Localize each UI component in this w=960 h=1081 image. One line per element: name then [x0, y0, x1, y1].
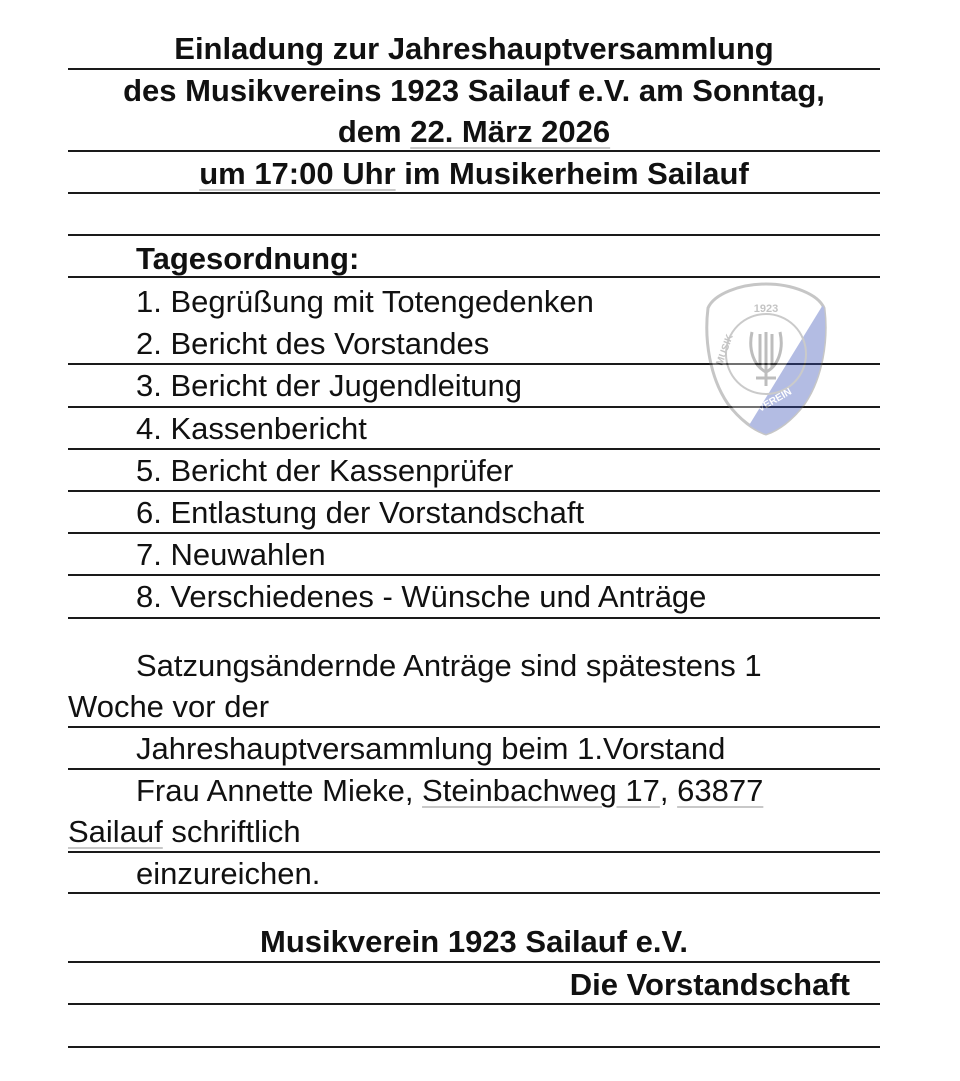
notice-text: Satzungsändernde Anträge sind spätestens 1 — [136, 648, 762, 683]
notice-city-line: Sailauf schriftlich — [68, 814, 301, 849]
agenda-item: 7. Neuwahlen — [136, 537, 326, 572]
agenda-item: 5. Bericht der Kassenprüfer — [136, 453, 514, 488]
ruled-line — [68, 1046, 880, 1048]
invitation-time-line — [68, 154, 880, 194]
invitation-title: Einladung zur Jahreshauptversammlung — [174, 31, 774, 66]
signature-org: Musikverein 1923 Sailauf e.V. — [260, 924, 688, 959]
logo-year: 1923 — [753, 303, 779, 315]
agenda-item: 4. Kassenbericht — [136, 411, 367, 446]
notice-text: Woche vor der — [68, 689, 270, 724]
meeting-location: im Musikerheim Sailauf — [395, 156, 749, 191]
signature-board: Die Vorstandschaft — [569, 967, 850, 1002]
agenda-item: 6. Entlastung der Vorstandschaft — [136, 495, 585, 530]
svg-text:MUSIK: MUSIK — [714, 332, 736, 368]
ruled-line — [68, 234, 880, 236]
ruled-line — [68, 617, 880, 619]
agenda-item: 3. Bericht der Jugendleitung — [136, 368, 523, 403]
agenda-item: 1. Begrüßung mit Totengedenken — [136, 284, 594, 319]
address-zip: 63877 — [677, 773, 764, 808]
address-city: Sailauf — [68, 814, 163, 849]
agenda-item: 2. Bericht des Vorstandes — [136, 326, 490, 361]
meeting-date: 22. März 2026 — [410, 114, 611, 149]
address-street: Steinbachweg 17 — [422, 773, 660, 808]
agenda-item: 8. Verschiedenes - Wünsche und Anträge — [136, 579, 707, 614]
notice-text: Jahreshauptversammlung beim 1.Vorstand — [136, 731, 726, 766]
notice-address-line: Frau Annette Mieke, Steinbachweg 17, 63877 — [136, 773, 764, 808]
invitation-date-line — [68, 112, 880, 152]
notice-recipient: Frau Annette Mieke, — [136, 773, 423, 808]
club-logo-watermark — [700, 280, 832, 436]
invitation-subtitle: des Musikvereins 1923 Sailauf e.V. am Sonntag, — [123, 73, 825, 108]
svg-text:VEREIN: VEREIN — [756, 386, 794, 415]
meeting-time: um 17:00 Uhr — [199, 156, 396, 191]
agenda-title: Tagesordnung: — [136, 241, 360, 276]
notice-text: einzureichen. — [136, 856, 321, 891]
date-prefix: dem — [337, 114, 411, 149]
